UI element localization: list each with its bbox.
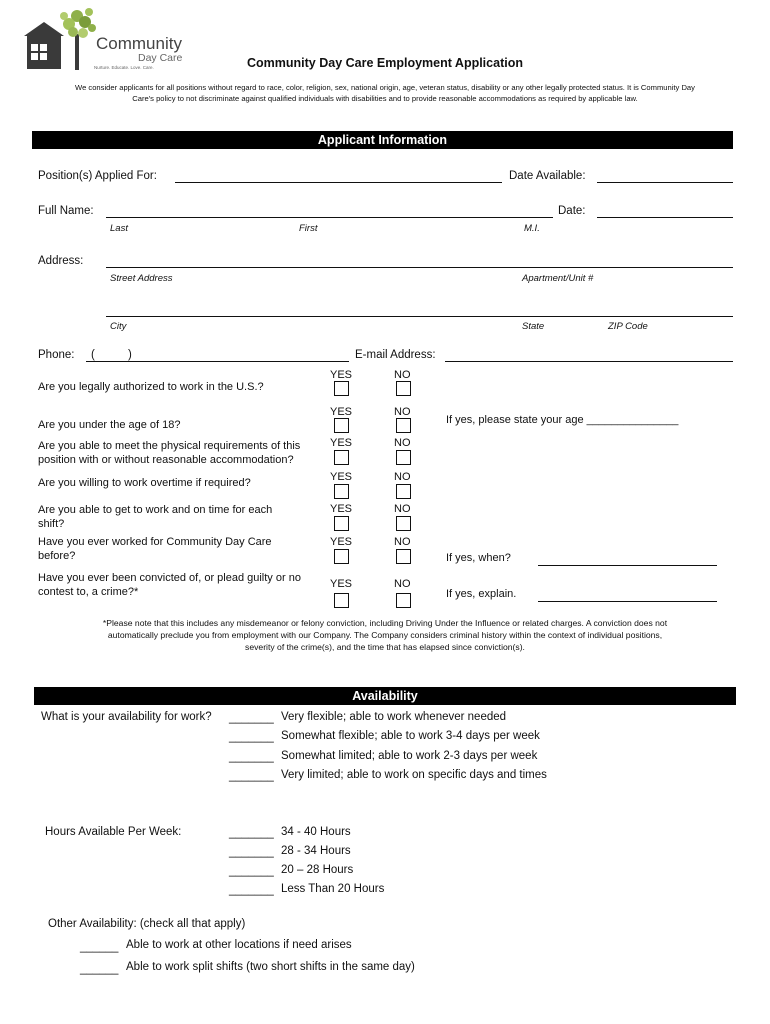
question-worked-before: Have you ever worked for Community Day Care before? [38,536,272,562]
email-label: E-mail Address: [355,349,436,361]
no-label: NO [394,471,411,483]
first-name-caption: First [299,223,318,234]
availability-option: Somewhat limited; able to work 2-3 days per week [281,750,538,762]
other-availability-option: Able to work at other locations if need arises [126,939,352,951]
worked-before-when-field[interactable] [538,565,717,566]
availability-blank[interactable]: _______ [229,731,274,743]
conviction-note-line3: severity of the crime(s), and the time that has elapsed since conviction(s). [245,642,525,652]
under-18-no-checkbox[interactable] [396,418,411,433]
last-name-caption: Last [110,223,128,234]
phone-field[interactable] [86,361,349,362]
date-available-field[interactable] [597,182,733,183]
overtime-no-checkbox[interactable] [396,484,411,499]
date-available-label: Date Available: [509,170,586,182]
yes-label: YES [330,437,353,449]
phone-paren-open: ( [91,349,95,361]
email-field[interactable] [445,361,733,362]
availability-option: Very limited; able to work on specific days and times [281,769,547,781]
convicted-yes-checkbox[interactable] [334,593,349,608]
other-availability-label: Other Availability: (check all that apply) [48,918,246,930]
no-label: NO [394,369,411,381]
state-caption: State [522,321,545,332]
availability-option: Very flexible; able to work whenever needed [281,711,507,723]
positions-field[interactable] [175,182,502,183]
full-name-field[interactable] [106,217,553,218]
no-label: NO [394,578,411,590]
worked-before-yes-checkbox[interactable] [334,549,349,564]
logo-name-line1: Community [96,34,182,53]
apartment-caption: Apartment/Unit # [522,273,594,284]
hours-option: Less Than 20 Hours [281,883,385,895]
worked-before-no-checkbox[interactable] [396,549,411,564]
date-label: Date: [558,205,586,217]
phone-label: Phone: [38,349,75,361]
availability-blank[interactable]: _______ [229,751,274,763]
question-work-authorization: Are you legally authorized to work in the U.S.? [38,381,264,393]
conviction-note-line2: automatically preclude you from employment with our Company. The Company considers criminal history within the context of individual positions, [107,630,663,640]
conviction-note-line1: *Please note that this includes any misdemeanor or felony conviction, including Driving Under the Influence or related charges. A conviction does not [102,618,668,628]
yes-label: YES [330,471,353,483]
city-caption: City [110,321,127,332]
question-convicted: Have you ever been convicted of, or plead guilty or no contest to, a crime?* [38,572,301,598]
age-followup: If yes, please state your age _______________ [446,414,679,426]
availability-option: Somewhat flexible; able to work 3-4 days per week [281,730,540,742]
worked-before-followup: If yes, when? [446,552,511,564]
no-label: NO [394,406,411,418]
question-physical-requirements: Are you able to meet the physical requirements of this position with or without reasonable accommodation? [38,440,301,466]
yes-label: YES [330,578,353,590]
applicant-section-header: Applicant Information [32,131,733,149]
availability-blank[interactable]: _______ [229,712,274,724]
full-name-label: Full Name: [38,205,94,217]
under-18-yes-checkbox[interactable] [334,418,349,433]
convicted-no-checkbox[interactable] [396,593,411,608]
no-label: NO [394,536,411,548]
logo-name-line2: Day Care [138,52,183,64]
physical-requirements-yes-checkbox[interactable] [334,450,349,465]
physical-requirements-no-checkbox[interactable] [396,450,411,465]
question-on-time: Are you able to get to work and on time for each shift? [38,504,273,530]
no-label: NO [394,503,411,515]
on-time-yes-checkbox[interactable] [334,516,349,531]
street-address-field[interactable] [106,267,733,268]
availability-section-header: Availability [34,687,736,705]
address-label: Address: [38,255,84,267]
logo-tagline: Nurture. Educate. Love. Care. [94,65,154,70]
hours-option: 34 - 40 Hours [281,826,351,838]
hours-option: 28 - 34 Hours [281,845,351,857]
positions-label: Position(s) Applied For: [38,170,157,182]
yes-label: YES [330,369,353,381]
zip-caption: ZIP Code [608,321,648,332]
hours-blank[interactable]: _______ [229,827,274,839]
no-label: NO [394,437,411,449]
phone-paren-close: ) [128,349,132,361]
other-availability-blank[interactable]: ______ [80,941,119,953]
yes-label: YES [330,406,353,418]
hours-blank[interactable]: _______ [229,846,274,858]
disclaimer-line1: We consider applicants for all positions without regard to race, color, religion, sex, national origin, age, veteran status, disability or any other legally protected status. It is Community Day [75,83,695,92]
convicted-explain-field[interactable] [538,601,717,602]
availability-question-label: What is your availability for work? [41,711,212,723]
hours-blank[interactable]: _______ [229,884,274,896]
work-authorization-yes-checkbox[interactable] [334,381,349,396]
overtime-yes-checkbox[interactable] [334,484,349,499]
hours-option: 20 – 28 Hours [281,864,354,876]
hours-blank[interactable]: _______ [229,865,274,877]
disclaimer-line2: Care's policy to not discriminate against qualified individuals with disabilities and to provide reasonable accommodations as required by applicable law. [132,94,638,103]
city-state-zip-field[interactable] [106,316,733,317]
question-overtime: Are you willing to work overtime if required? [38,477,251,489]
street-address-caption: Street Address [110,273,173,284]
work-authorization-no-checkbox[interactable] [396,381,411,396]
question-under-18: Are you under the age of 18? [38,419,181,431]
other-availability-blank[interactable]: ______ [80,963,119,975]
yes-label: YES [330,503,353,515]
other-availability-option: Able to work split shifts (two short shifts in the same day) [126,961,415,973]
hours-per-week-label: Hours Available Per Week: [45,826,182,838]
page-title: Community Day Care Employment Application [247,56,523,70]
middle-initial-caption: M.I. [524,223,540,234]
date-field[interactable] [597,217,733,218]
yes-label: YES [330,536,353,548]
availability-blank[interactable]: _______ [229,770,274,782]
on-time-no-checkbox[interactable] [396,516,411,531]
convicted-followup: If yes, explain. [446,588,517,600]
